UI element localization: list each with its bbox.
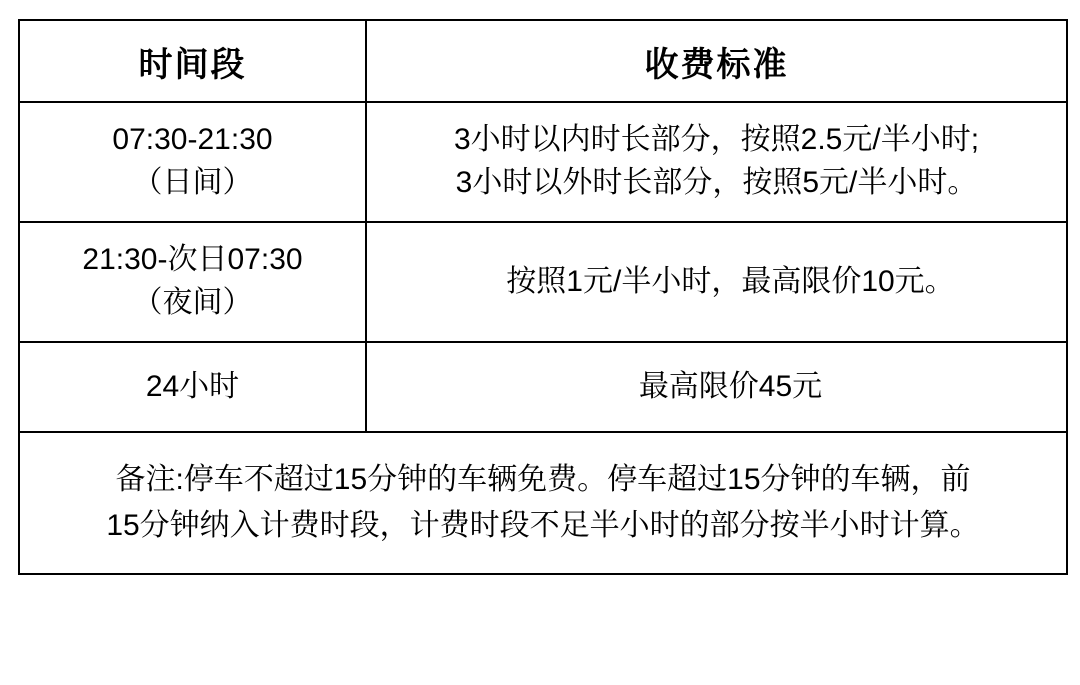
period-cell-daytime	[19, 102, 366, 222]
note-line-2: 15分钟纳入计费时段，计费时段不足半小时的部分按半小时计算。	[106, 509, 980, 542]
period-night-time: 21:30-次日07:30	[82, 243, 303, 277]
period-24h-label: 24小时	[145, 369, 240, 403]
period-daytime-label: （日间）	[132, 166, 253, 199]
period-cell-24h	[19, 342, 366, 432]
note-cell	[19, 432, 1067, 574]
table-row	[19, 222, 1067, 342]
note-line-1: 备注:停车不超过15分钟的车辆免费。停车超过15分钟的车辆，前	[115, 463, 971, 497]
table-note-row	[19, 432, 1067, 574]
header-period-label: 时间段	[138, 45, 247, 84]
parking-fee-table	[18, 19, 1068, 575]
table-header-row	[19, 20, 1067, 102]
rate-24h-line1: 最高限价45元	[638, 369, 823, 403]
rate-daytime-line1: 3小时以内时长部分，按照2.5元/半小时;	[453, 123, 980, 157]
rate-night-line1: 按照1元/半小时，最高限价10元。	[506, 264, 955, 298]
rate-cell-24h	[366, 342, 1067, 432]
period-night-label: （夜间）	[132, 286, 253, 319]
header-rate-cell	[366, 20, 1067, 102]
header-rate-label: 收费标准	[644, 45, 789, 84]
header-period-cell	[19, 20, 366, 102]
table-row	[19, 102, 1067, 222]
period-cell-night	[19, 222, 366, 342]
rate-cell-night	[366, 222, 1067, 342]
rate-daytime-line2: 3小时以外时长部分，按照5元/半小时。	[455, 166, 978, 199]
table-row	[19, 342, 1067, 432]
rate-cell-daytime	[366, 102, 1067, 222]
period-daytime-time: 07:30-21:30	[112, 123, 273, 157]
